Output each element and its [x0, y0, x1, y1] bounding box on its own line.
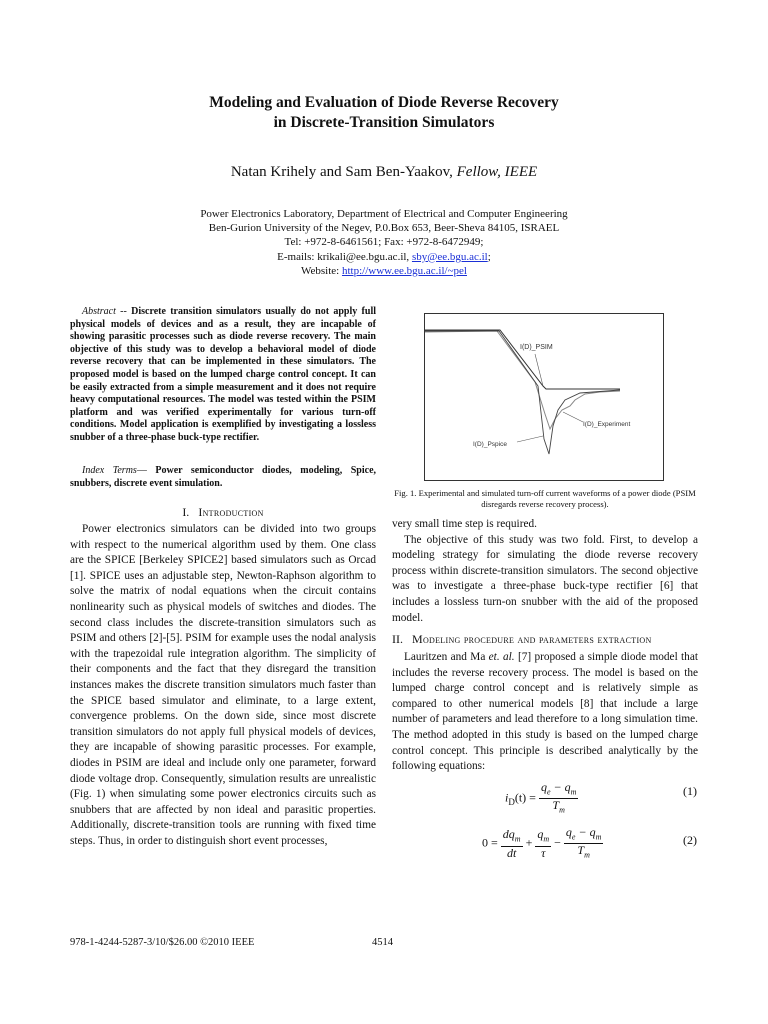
section-2-body	[392, 650, 698, 775]
eq1-num-mid: − q	[550, 780, 571, 794]
eq2-term2	[535, 828, 551, 859]
section-2-number: II.	[392, 632, 403, 646]
eq2-t1-num-sub: m	[514, 834, 521, 844]
index-terms-label: Index Terms	[82, 465, 137, 476]
index-terms	[70, 465, 376, 490]
eq2-t1-num-dq: dq	[502, 827, 515, 842]
figure-1	[424, 313, 664, 481]
abstract-text: Discrete transition simulators usually do not apply full physical models of devices and as a result, they are incapable of showing parasitic processes such as diode reverse recovery. The main objective of this study was to develop a behavioral model of diode reverse recovery that can be implemented in these simulators. The proposed model is based on the lumped charge control concept. It can be easily extracted from a simple measurement and it does not require heavy computational resources. The model was tested within the PSIM platform and was verified experimentally for various turn-off conditions. Model application is exemplified by investigating a lossless snubber of a three-phase buck-type rectifier.	[70, 306, 376, 443]
col2-continuation: very small time step is required.	[392, 518, 537, 530]
eq2-t3-den-sub: m	[584, 850, 590, 860]
eq2-t1-den: dt	[507, 845, 517, 860]
label-pspice: I(D)_Pspice	[473, 441, 507, 448]
eq2-t3-num-sub2: m	[595, 832, 602, 842]
curve-psim	[425, 330, 620, 389]
abstract	[70, 306, 376, 445]
affiliation-line-1: Power Electronics Laboratory, Department of Electrical and Computer Engineering	[200, 208, 568, 220]
eq1-den-sub: m	[559, 805, 565, 815]
website-prefix: Website:	[301, 264, 342, 277]
eq1-den	[539, 799, 578, 816]
figure-1-caption: Fig. 1. Experimental and simulated turn-off current waveforms of a power diode (PSIM disregards reverse recovery process).	[394, 488, 696, 509]
intro-paragraph: Power electronics simulators can be divided into two groups with respect to the numerical algorithm used by them. One class are the SPICE [Berkeley SPICE2] based simulators such as Orcad [1]. SPICE uses an adjustable step, Newton-Raphson algorithm to solve the matrix of nodal equations when the circuit contains nonlinearity such as physical models of switches and diodes. The second class includes the discrete-transition simulators such as PSIM and others [2]-[5]. PSIM for example uses the nodal analysis with the trapezoidal rule integration algorithm. The simplicity of their components and the fact that they disregard the transition instances makes the discrete transition simulators much faster than the SPICE based simulator and eliminate, to a large extent, convergence problems. On the down side, since most discrete transition simulators do not apply full physical models of devices, they are incapable of showing parasitic processes. For example, diodes in PSIM are ideal and include only one parameter, forward diode voltage drop. Consequently, simulation results are unrealistic (Fig. 1) when simulating some power electronics circuits such as snubbers that are affected by non ideal and parasitic properties. Additionally, discrete-transition tools are running with fixed time steps. Thus, in order to distinguish short event processes,	[70, 523, 376, 847]
paper-title	[0, 93, 768, 133]
email-link[interactable]: sby@ee.bgu.ac.il	[411, 250, 488, 263]
eq2-term1	[501, 828, 523, 859]
eq2-plus: +	[525, 835, 533, 850]
sec2-etal: et. al.	[488, 651, 515, 663]
title-line-1: Modeling and Evaluation of Diode Reverse Recovery	[209, 94, 559, 111]
eq2-t3-den-T: T	[577, 843, 585, 858]
eq2-t3-den	[564, 844, 603, 861]
exp-leader	[563, 412, 583, 422]
eq2-t2-num	[535, 828, 551, 846]
pspice-leader	[517, 436, 543, 442]
index-terms-dash: —	[136, 465, 156, 476]
label-psim: I(D)_PSIM	[520, 344, 553, 351]
affiliation	[0, 207, 768, 278]
affiliation-line-2: Ben-Gurion University of the Negev, P.0.Box 653, Beer-Sheva 84105, ISRAEL	[208, 222, 560, 235]
objective-paragraph: The objective of this study was two fold. First, to develop a modeling strategy for simulating the diode reverse recovery process within discrete-transition simulators. The second objective was to investigate a three-phase buck-type rectifier [6] that includes a lossless turn-on snubber with the aid of the proposed model.	[392, 533, 698, 624]
intro-body	[70, 522, 376, 849]
website-link[interactable]: http://www.ee.bgu.ac.il/~pel	[341, 264, 467, 277]
section-2-paragraph	[392, 650, 698, 775]
eq1-den-T: T	[552, 798, 560, 813]
equation-1-number: (1)	[683, 784, 697, 798]
eq2-term3	[564, 826, 603, 862]
equation-1	[505, 781, 578, 817]
author-names: Natan Krihely and Sam Ben-Yaakov,	[230, 164, 457, 180]
eq2-t1-num	[501, 828, 523, 846]
eq1-num-sub1: e	[546, 787, 551, 797]
figure-1-plot	[425, 314, 663, 480]
eq1-num-sub2: m	[570, 787, 577, 797]
label-experiment: I(D)_Experiment	[583, 421, 631, 428]
equation-2	[482, 826, 603, 862]
emails-prefix: E-mails: krikali@ee.bgu.ac.il,	[277, 250, 412, 263]
eq1-num-q: q	[540, 780, 547, 794]
sec2-text-b: [7] proposed a simple diode model that includes the reverse recovery process. The model is based on the lumped charge control concept and is relatively simple as compared to other numerical models [8] that include a large number of parameters and lead therefore to a long simulation time. The method adopted in this study is based on the lumped charge control concept. This principle is described analytically by the following equations:	[392, 651, 698, 773]
affiliation-line-3: Tel: +972-8-6461561; Fax: +972-8-6472949;	[284, 236, 484, 249]
eq2-t2-num-q: q	[537, 827, 544, 842]
col2-body	[392, 517, 698, 626]
eq1-lhs-arg: (t) =	[514, 790, 536, 805]
section-2-heading	[392, 632, 698, 647]
eq2-minus: −	[554, 835, 561, 850]
affiliation-emails	[0, 250, 768, 264]
index-terms-text: Power semiconductor diodes, modeling, Spice, snubbers, discrete event simulation.	[70, 465, 377, 489]
section-2-title: Modeling procedure and parameters extraction	[412, 632, 652, 646]
eq2-t2-num-sub: m	[543, 834, 550, 844]
section-1-title: Introduction	[198, 505, 264, 519]
eq2-t3-num	[564, 826, 603, 844]
sec2-text-a: Lauritzen and Ma	[404, 651, 489, 663]
abstract-dashes: --	[115, 306, 132, 317]
footer-page-number: 4514	[372, 937, 393, 948]
eq2-t3-num-mid: − q	[575, 825, 596, 839]
authors	[0, 164, 768, 181]
eq1-lhs: i	[505, 790, 509, 805]
affiliation-website	[0, 264, 768, 278]
section-1-number: I.	[182, 505, 190, 519]
eq2-t3-num-q: q	[565, 825, 572, 839]
eq2-t3-num-sub1: e	[571, 832, 576, 842]
eq1-fraction	[539, 781, 578, 817]
section-1-heading	[70, 505, 376, 520]
eq2-lhs: 0 =	[482, 835, 498, 850]
eq2-t2-den: τ	[541, 845, 546, 860]
emails-suffix: ;	[487, 250, 491, 263]
abstract-label: Abstract	[82, 306, 116, 317]
footer-copyright: 978-1-4244-5287-3/10/$26.00 ©2010 IEEE	[70, 937, 255, 948]
eq1-lhs-sub: D	[508, 797, 515, 808]
equation-2-number: (2)	[683, 833, 697, 847]
title-line-2: in Discrete-Transition Simulators	[273, 114, 495, 131]
eq1-num	[539, 781, 578, 799]
author-fellow: Fellow, IEEE	[456, 164, 538, 180]
